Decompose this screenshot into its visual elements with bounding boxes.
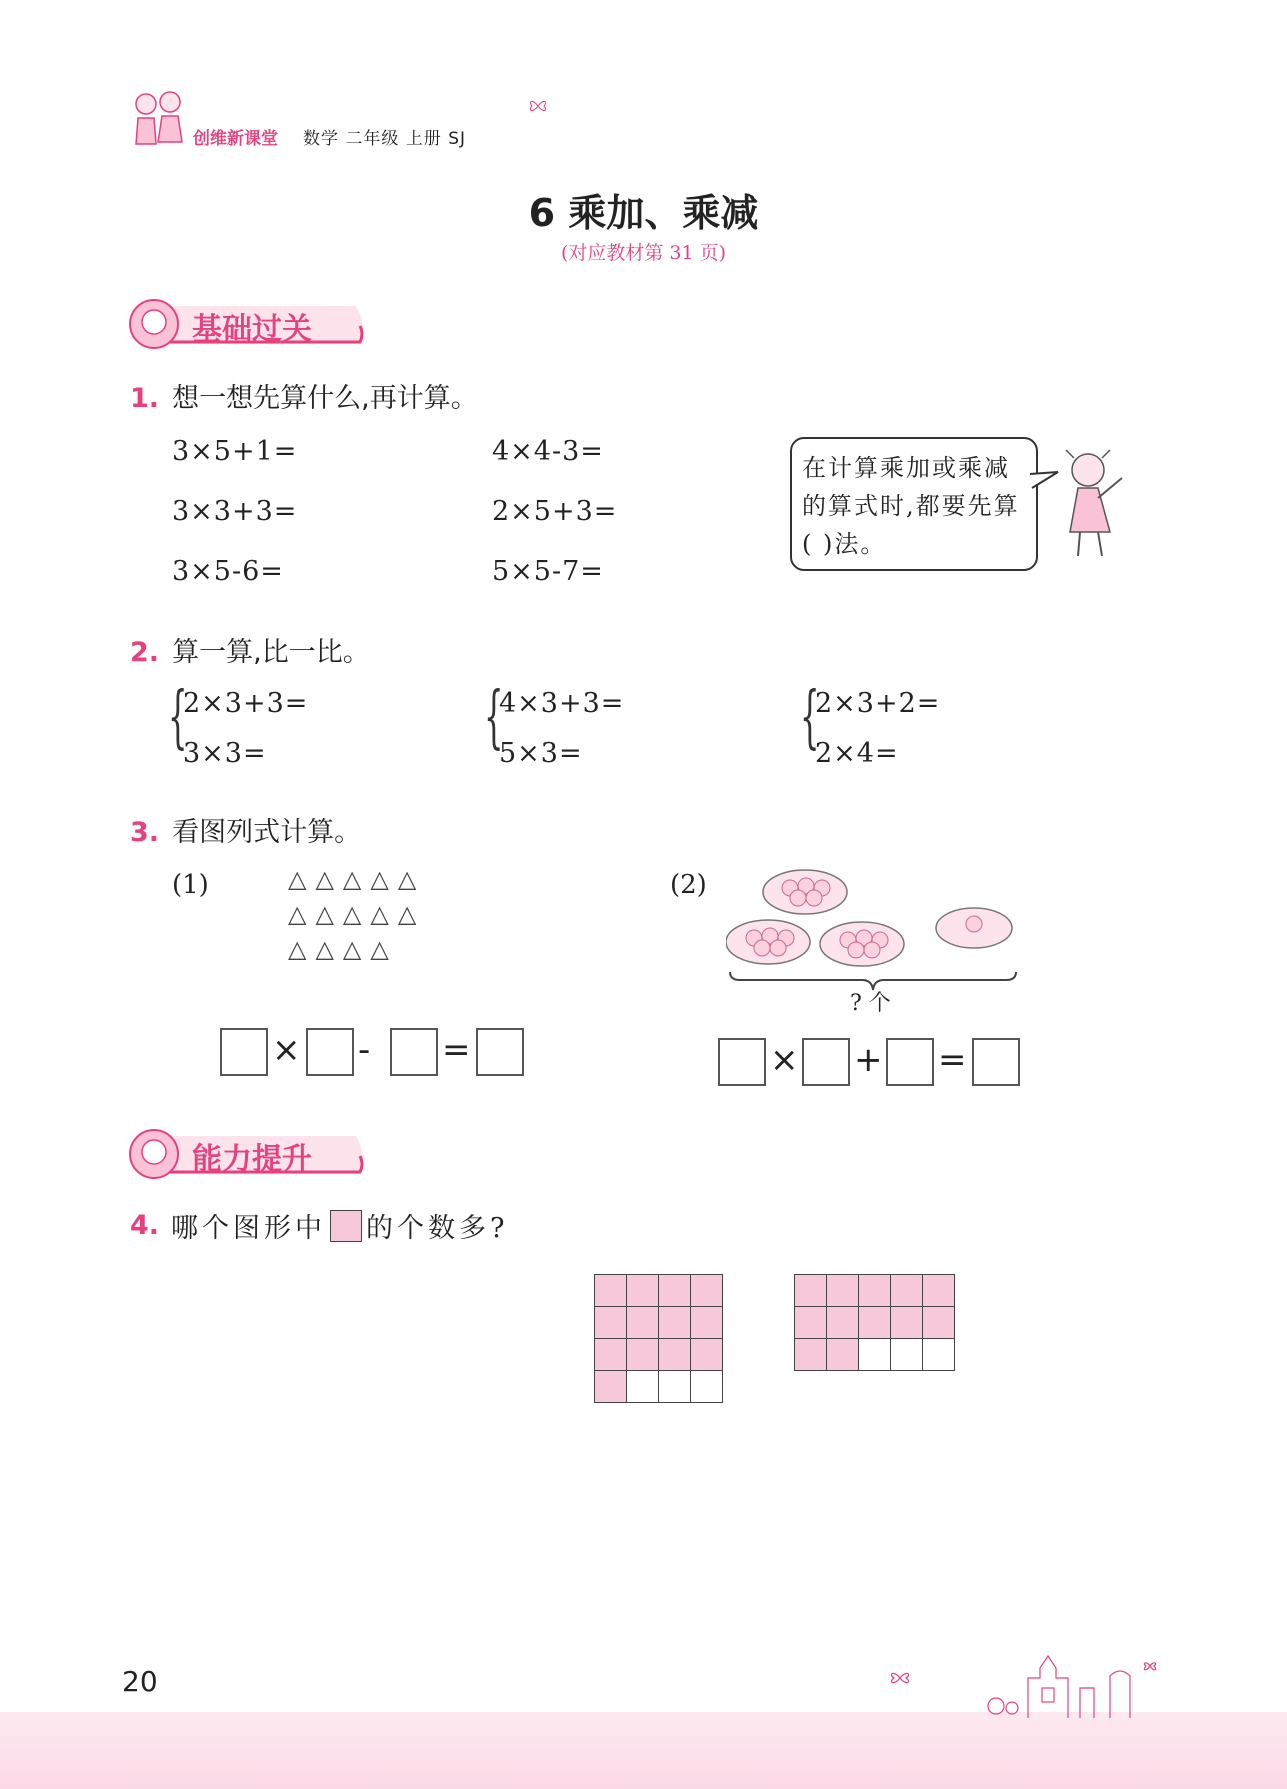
hint-bubble <box>790 437 1038 571</box>
grid-cell <box>691 1339 723 1371</box>
grid-cell <box>923 1275 955 1307</box>
grid-cell <box>595 1339 627 1371</box>
book-info: 数学 二年级 上册 SJ <box>303 129 467 149</box>
grid-cell <box>859 1275 891 1307</box>
grid-cell <box>659 1275 691 1307</box>
triangle-row: △△△△△ <box>288 865 426 893</box>
grid-cell <box>859 1307 891 1339</box>
grid-cell <box>827 1275 859 1307</box>
answer-box[interactable] <box>802 1038 850 1086</box>
part-label: (1) <box>172 870 209 900</box>
operator: × <box>272 1030 301 1070</box>
question-number: 4. <box>130 1210 160 1241</box>
apple-plates-illustration <box>726 862 1020 1000</box>
brace-symbol: { <box>800 678 820 757</box>
question-number: 1. <box>130 383 160 414</box>
grid-figure-2 <box>794 1274 955 1371</box>
grid-cell <box>923 1339 955 1371</box>
grid-cell <box>659 1371 691 1403</box>
section-banner-advanced <box>128 1128 368 1180</box>
grid-cell <box>891 1307 923 1339</box>
question-4-prompt <box>130 1206 509 1245</box>
q1-equation: 3×5+1= <box>172 436 298 467</box>
kids-mascot-icon <box>128 88 188 154</box>
pink-square-icon <box>330 1210 362 1242</box>
butterfly-icon <box>528 98 548 114</box>
q2-equation: 2×4= <box>815 738 899 769</box>
operator: = <box>938 1040 967 1080</box>
answer-box[interactable] <box>886 1038 934 1086</box>
grid-cell <box>691 1371 723 1403</box>
q1-equation: 3×3+3= <box>172 496 298 527</box>
grid-cell <box>827 1339 859 1371</box>
answer-box[interactable] <box>718 1038 766 1086</box>
question-1-prompt <box>130 376 478 415</box>
q2-equation: 2×3+3= <box>183 688 309 719</box>
grid-cell <box>691 1275 723 1307</box>
section-banner-basic <box>128 298 368 350</box>
question-number: 2. <box>130 637 160 668</box>
q2-equation: 4×3+3= <box>499 688 625 719</box>
question-text: 想一想先算什么,再计算。 <box>172 383 478 414</box>
grid-cell <box>691 1307 723 1339</box>
question-2-prompt <box>130 630 370 669</box>
grid-cell <box>795 1307 827 1339</box>
answer-box[interactable] <box>972 1038 1020 1086</box>
q2-equation: 3×3= <box>183 738 267 769</box>
question-text: 算一算,比一比。 <box>172 637 370 668</box>
part-label: (2) <box>670 870 707 900</box>
grid-cell <box>595 1307 627 1339</box>
operator: × <box>770 1040 799 1080</box>
section-title-advanced: 能力提升 <box>192 1142 312 1177</box>
footer-band <box>0 1712 1287 1789</box>
grid-cell <box>795 1275 827 1307</box>
question-text: 哪个图形中 <box>171 1213 327 1244</box>
q2-equation: 5×3= <box>499 738 583 769</box>
girl-mascot-icon <box>1058 448 1128 560</box>
grid-cell <box>595 1275 627 1307</box>
triangle-rows <box>288 862 425 967</box>
grid-cell <box>627 1371 659 1403</box>
answer-box[interactable] <box>220 1028 268 1076</box>
brand-name: 创维新课堂 <box>193 129 278 149</box>
q1-equation: 3×5-6= <box>172 556 284 587</box>
lesson-subtitle: (对应教材第 31 页) <box>560 242 727 264</box>
castle-decoration-icon <box>880 1648 1170 1720</box>
page-number: 20 <box>122 1665 158 1698</box>
grid-cell <box>859 1339 891 1371</box>
question-number: 3. <box>130 817 160 848</box>
grid-cell <box>891 1275 923 1307</box>
question-3-prompt <box>130 810 361 849</box>
triangle-row: △△△△△ <box>288 900 426 928</box>
operator: + <box>854 1040 883 1080</box>
operator: = <box>442 1030 471 1070</box>
grid-cell <box>659 1307 691 1339</box>
question-text-end: 的个数多? <box>366 1213 509 1244</box>
grid-cell <box>627 1275 659 1307</box>
operator: - <box>358 1030 371 1070</box>
answer-box[interactable] <box>476 1028 524 1076</box>
answer-box[interactable] <box>390 1028 438 1076</box>
grid-cell <box>795 1339 827 1371</box>
triangle-row: △△△△ <box>288 935 398 963</box>
question-mark-label: ? 个 <box>850 991 891 1016</box>
grid-cell <box>923 1307 955 1339</box>
brace-symbol: { <box>168 678 188 757</box>
grid-cell <box>891 1339 923 1371</box>
answer-box[interactable] <box>306 1028 354 1076</box>
q1-equation: 5×5-7= <box>492 556 604 587</box>
q2-equation: 2×3+2= <box>815 688 941 719</box>
section-title-basic: 基础过关 <box>192 312 312 347</box>
bubble-tail-icon <box>1030 470 1060 500</box>
grid-cell <box>827 1307 859 1339</box>
grid-cell <box>627 1339 659 1371</box>
grid-cell <box>659 1339 691 1371</box>
lesson-title: 6 乘加、乘减 <box>528 191 759 235</box>
brace-symbol: { <box>484 678 504 757</box>
q1-equation: 4×4-3= <box>492 436 604 467</box>
question-text: 看图列式计算。 <box>172 817 362 848</box>
grid-cell <box>627 1307 659 1339</box>
hint-text: 在计算乘加或乘减的算式时,都要先算( )法。 <box>802 454 1020 558</box>
grid-cell <box>595 1371 627 1403</box>
grid-figure-1 <box>594 1274 723 1403</box>
q1-equation: 2×5+3= <box>492 496 618 527</box>
